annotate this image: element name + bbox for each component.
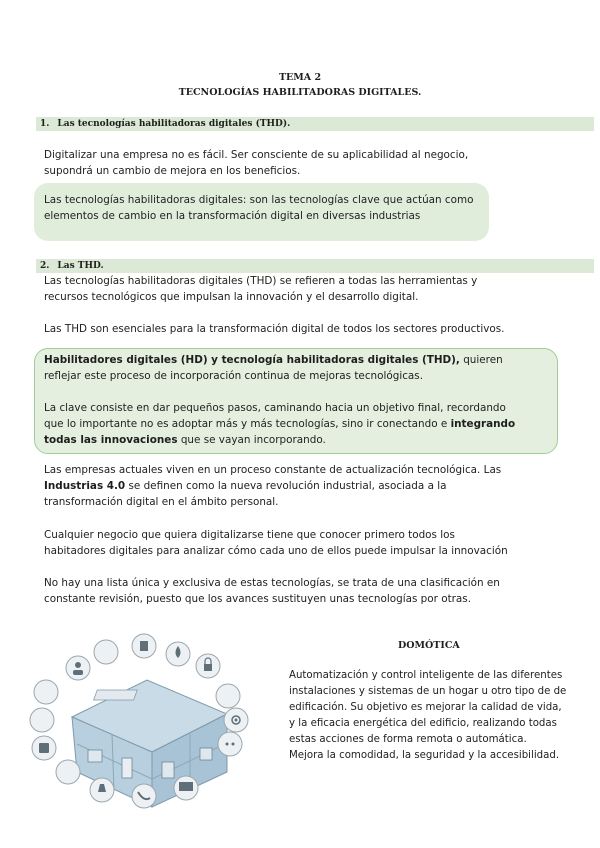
door-icon xyxy=(30,708,54,732)
habilitadores-text-2 xyxy=(44,400,515,448)
line: transformación digital en el ámbito personal. xyxy=(44,496,279,508)
topic-label: TEMA 2 xyxy=(278,72,322,83)
section-2-heading xyxy=(36,259,594,273)
blinds-icon xyxy=(216,684,240,708)
wall-icon xyxy=(34,680,58,704)
line: supondrá un cambio de mejora en los beneficios. xyxy=(44,165,301,177)
bold-term: Industrias 4.0 xyxy=(44,480,126,492)
line: Las THD son esenciales para la transformación digital de todos los sectores productivos. xyxy=(44,323,505,335)
section-1-heading xyxy=(36,117,594,131)
line: que se vayan incorporando. xyxy=(177,434,326,446)
line: habitadores digitales para analizar cómo cada uno de ellos puede impulsar la innovación xyxy=(44,545,508,557)
appliance-icon xyxy=(56,760,80,784)
line: instalaciones y sistemas de un hogar u otro tipo de de xyxy=(289,686,567,697)
domotica-title: DOMÓTICA xyxy=(398,640,460,651)
line: Cualquier negocio que quiera digitalizarse tiene que conocer primero todos los xyxy=(44,529,455,541)
smart-home-illustration xyxy=(22,622,262,837)
heating-icon xyxy=(94,640,118,664)
line: quieren xyxy=(459,354,503,366)
line: Automatización y control inteligente de las diferentes xyxy=(289,670,563,681)
line: constante revisión, puesto que los avances sustituyen unas tecnologías por otras. xyxy=(44,593,472,605)
line: que lo importante no es adoptar más y más tecnologías, sino ir conectando e xyxy=(44,418,451,430)
line: edificación. Su objetivo es mejorar la calidad de vida, xyxy=(289,702,562,713)
section-2-paragraph-3 xyxy=(44,462,501,510)
section-2-number: 2. xyxy=(40,261,50,271)
section-1-number: 1. xyxy=(40,119,50,129)
section-2-paragraph-4 xyxy=(44,527,508,559)
line: Mejora la comodidad, la seguridad y la accesibilidad. xyxy=(289,750,560,761)
bold-term: integrando xyxy=(450,418,516,430)
definition-text xyxy=(44,192,473,224)
line: recursos tecnológicos que impulsan la innovación y el desarrollo digital. xyxy=(44,291,419,303)
line: se definen como la nueva revolución industrial, asociada a la xyxy=(125,480,447,492)
section-2-paragraph-5 xyxy=(44,575,500,607)
section-2-title: Las THD. xyxy=(57,261,104,271)
section-1-paragraph xyxy=(44,147,468,179)
line: Las tecnologías habilitadoras digitales (THD) se refieren a todas las herramientas y xyxy=(44,275,478,287)
line: reflejar este proceso de incorporación continua de mejoras tecnológicas. xyxy=(44,370,424,382)
habilitadores-text xyxy=(44,352,503,384)
domotica-text xyxy=(289,668,566,764)
line: Digitalizar una empresa no es fácil. Ser consciente de su aplicabilidad al negocio, xyxy=(44,149,469,161)
line: y la eficacia energética del edificio, realizando todas xyxy=(289,718,557,729)
phone-icon xyxy=(132,784,156,808)
section-1-title: Las tecnologías habilitadoras digitales (THD). xyxy=(57,119,291,129)
page-title: TECNOLOGÍAS HABILITADORAS DIGITALES. xyxy=(178,87,422,98)
line: elementos de cambio en la transformación digital en diversas industrias xyxy=(44,210,421,222)
socket-icon xyxy=(218,732,242,756)
line: No hay una lista única y exclusiva de estas tecnologías, se trata de una clasificación en xyxy=(44,577,500,589)
section-2-paragraph-1 xyxy=(44,273,477,305)
line: Las tecnologías habilitadoras digitales: son las tecnologías clave que actúan como xyxy=(44,194,474,206)
bold-term: todas las innovaciones xyxy=(44,434,178,446)
line: Las empresas actuales viven en un proceso constante de actualización tecnológica. Las xyxy=(44,464,502,476)
bold-term: Habilitadores digitales (HD) y tecnología habilitadoras digitales (THD), xyxy=(44,354,460,366)
line: estas acciones de forma remota o automática. xyxy=(289,734,527,745)
section-2-paragraph-2 xyxy=(44,321,504,337)
line: La clave consiste en dar pequeños pasos, caminando hacia un objetivo final, recordando xyxy=(44,402,506,414)
